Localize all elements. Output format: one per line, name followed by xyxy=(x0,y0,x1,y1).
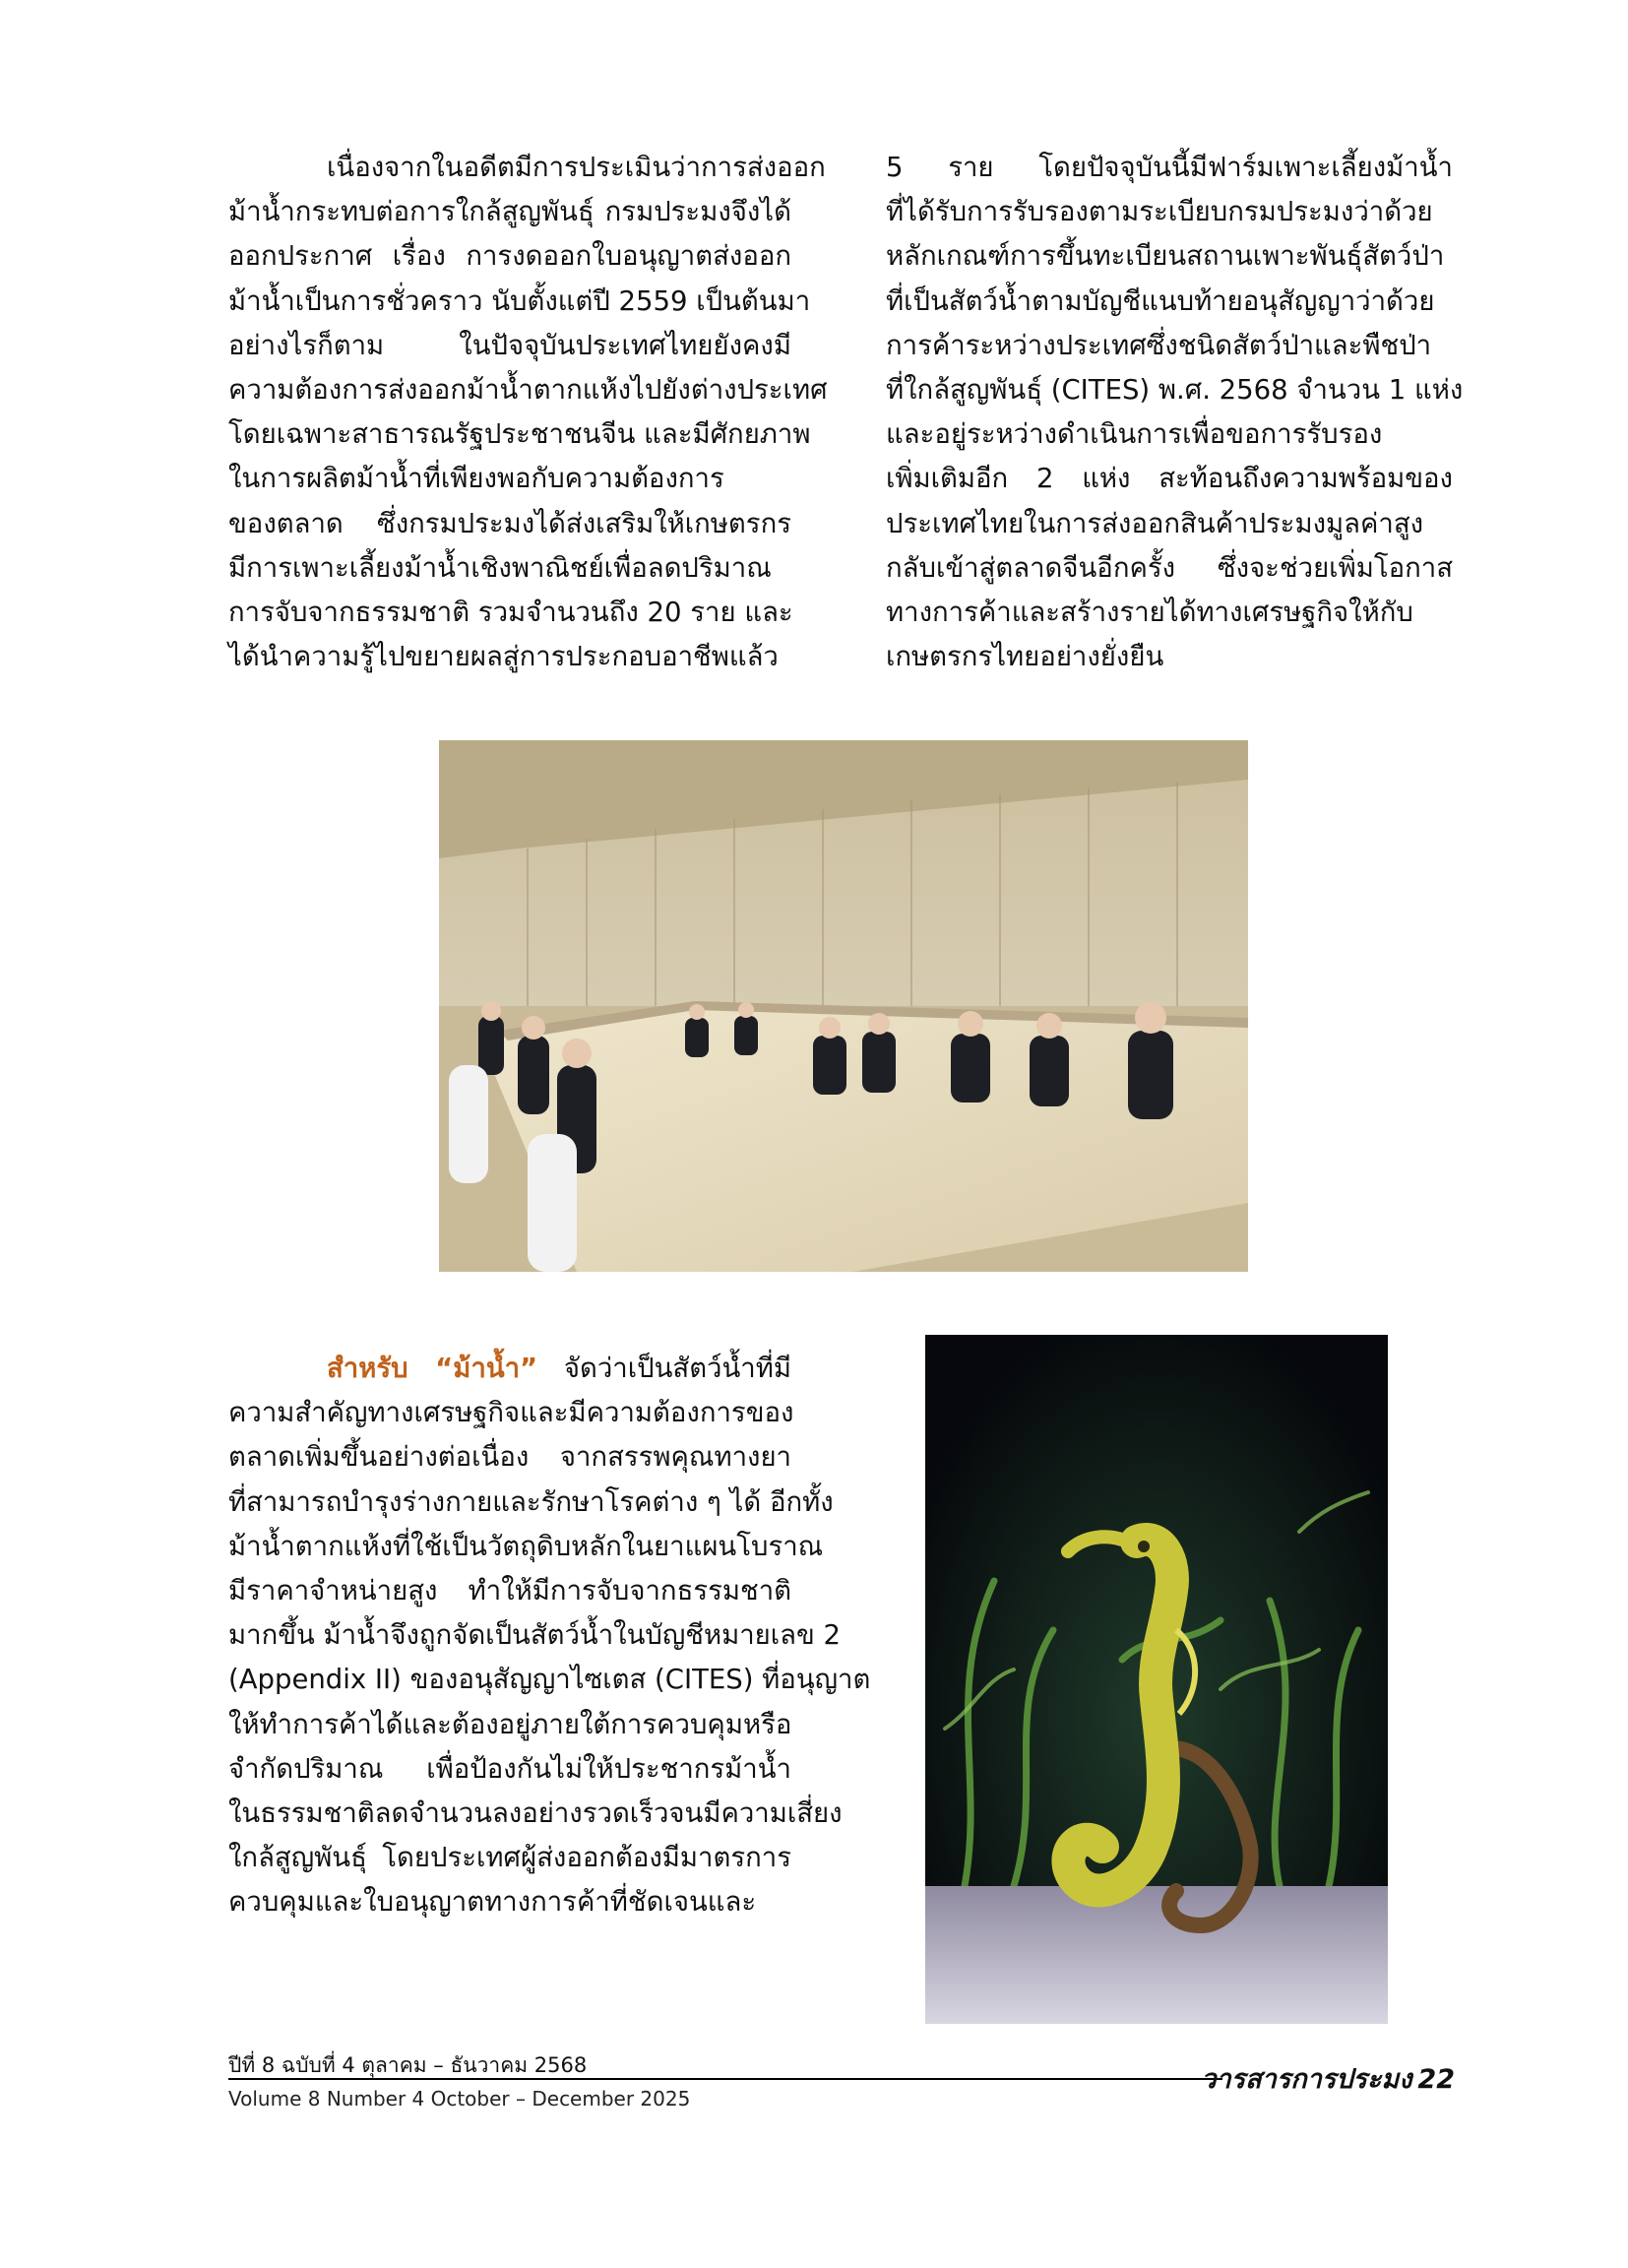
paragraph-seahorse xyxy=(228,1347,871,1925)
text-line: ที่เป็นสัตว์น้ำตามบัญชีแนบท้ายอนุสัญญาว่าด้วย xyxy=(886,284,1435,317)
paragraph-intro xyxy=(228,146,828,679)
footer-issue-english: Volume 8 Number 4 October – December 2025 xyxy=(228,2087,691,2110)
text-line: มีราคาจำหน่ายสูง ทำให้มีการจับจากธรรมชาติ xyxy=(228,1575,791,1607)
text-line: ความสำคัญทางเศรษฐกิจและมีความต้องการของ xyxy=(228,1397,794,1429)
journal-title: วารสารการประมง xyxy=(1201,2064,1412,2095)
text-line: การจับจากธรรมชาติ รวมจำนวนถึง 20 ราย และ xyxy=(228,597,793,629)
text-line: ที่สามารถบำรุงร่างกายและรักษาโรคต่าง ๆ ได้ อีกทั้ง xyxy=(228,1485,834,1518)
highlight-term: สำหรับ “ม้าน้ำ” xyxy=(327,1353,538,1384)
text-line xyxy=(228,1347,791,1391)
text-line: ได้นำความรู้ไปขยายผลสู่การประกอบอาชีพแล้ว xyxy=(228,641,779,673)
article-column-right-top xyxy=(886,146,1464,679)
footer-issue-thai: ปีที่ 8 ฉบับที่ 4 ตุลาคม – ธันวาคม 2568 xyxy=(228,2053,588,2077)
text-line: เพิ่มเติมอีก 2 แห่ง สะท้อนถึงความพร้อมของ xyxy=(886,463,1453,495)
text-line: 5 ราย โดยปัจจุบันนี้มีฟาร์มเพาะเลี้ยงม้าน้ำ xyxy=(886,152,1453,183)
text-fragment: จัดว่าเป็นสัตว์น้ำที่มี xyxy=(537,1353,791,1384)
text-line: ม้าน้ำกระทบต่อการใกล้สูญพันธุ์ กรมประมงจึงได้ xyxy=(228,196,791,228)
text-line: ตลาดเพิ่มขึ้นอย่างต่อเนื่อง จากสรรพคุณทางยา xyxy=(228,1441,791,1474)
text-line: (Appendix II) ของอนุสัญญาไซเตส (CITES) ที่อนุญาต xyxy=(228,1664,871,1696)
text-line: ออกประกาศ เรื่อง การงดออกใบอนุญาตส่งออก xyxy=(228,240,791,273)
text-line: เกษตรกรไทยอย่างยั่งยืน xyxy=(886,641,1164,673)
text-line: ม้าน้ำเป็นการชั่วคราว นับตั้งแต่ปี 2559 เป็นต้นมา xyxy=(228,284,811,317)
text-line: ที่ใกล้สูญพันธุ์ (CITES) พ.ศ. 2568 จำนวน 1 แห่ง xyxy=(886,374,1464,407)
text-line: การค้าระหว่างประเทศซึ่งชนิดสัตว์ป่าและพืชป่า xyxy=(886,329,1432,361)
text-line: ที่ได้รับการรับรองตามระเบียบกรมประมงว่าด้วย xyxy=(886,196,1433,228)
text-line: ให้ทำการค้าได้และต้องอยู่ภายใต้การควบคุมหรือ xyxy=(228,1708,792,1740)
text-line: ในธรรมชาติลดจำนวนลงอย่างรวดเร็วจนมีความเสี่ยง xyxy=(228,1797,843,1830)
meeting-room-illustration xyxy=(439,740,1248,1272)
page-number: 22 xyxy=(1417,2064,1455,2095)
seahorse-illustration xyxy=(925,1335,1388,2024)
article-column-left-top xyxy=(228,146,828,679)
text-line: ในการผลิตม้าน้ำที่เพียงพอกับความต้องการ xyxy=(228,463,724,495)
article-column-left-bottom xyxy=(228,1347,871,1925)
text-line: อย่างไรก็ตาม ในปัจจุบันประเทศไทยยังคงมี xyxy=(228,329,791,361)
footer-journal-name xyxy=(1201,2057,1455,2100)
text-line: เนื่องจากในอดีตมีการประเมินว่าการส่งออก xyxy=(327,152,826,183)
text-line: ใกล้สูญพันธุ์ โดยประเทศผู้ส่งออกต้องมีมาตรการ xyxy=(228,1842,791,1874)
text-line: กลับเข้าสู่ตลาดจีนอีกครั้ง ซึ่งจะช่วยเพิ่มโอกาส xyxy=(886,551,1453,584)
text-line: โดยเฉพาะสาธารณรัฐประชาชนจีน และมีศักยภาพ xyxy=(228,418,811,451)
meeting-photo xyxy=(439,740,1248,1272)
seahorse-photo xyxy=(925,1335,1388,2024)
text-line: ประเทศไทยในการส่งออกสินค้าประมงมูลค่าสูง xyxy=(886,507,1424,539)
text-line: ควบคุมและใบอนุญาตทางการค้าที่ชัดเจนและ xyxy=(228,1886,757,1919)
text-line: หลักเกณฑ์การขึ้นทะเบียนสถานเพาะพันธุ์สัตว์ป่า xyxy=(886,240,1445,273)
text-line: ทางการค้าและสร้างรายได้ทางเศรษฐกิจให้กับ xyxy=(886,597,1413,629)
footer-divider xyxy=(228,2078,1222,2080)
paragraph-continuation xyxy=(886,146,1464,679)
text-line: ม้าน้ำตากแห้งที่ใช้เป็นวัตถุดิบหลักในยาแผนโบราณ xyxy=(228,1530,824,1562)
text-line: และอยู่ระหว่างดำเนินการเพื่อขอการรับรอง xyxy=(886,418,1383,451)
text-line: ของตลาด ซึ่งกรมประมงได้ส่งเสริมให้เกษตรกร xyxy=(228,507,791,539)
text-line: ความต้องการส่งออกม้าน้ำตากแห้งไปยังต่างประเทศ xyxy=(228,374,828,407)
text-line: มากขึ้น ม้าน้ำจึงถูกจัดเป็นสัตว์น้ำในบัญชีหมายเลข 2 xyxy=(228,1619,842,1652)
text-line: มีการเพาะเลี้ยงม้าน้ำเชิงพาณิชย์เพื่อลดปริมาณ xyxy=(228,551,772,584)
text-line: จำกัดปริมาณ เพื่อป้องกันไม่ให้ประชากรม้าน้ำ xyxy=(228,1752,791,1785)
